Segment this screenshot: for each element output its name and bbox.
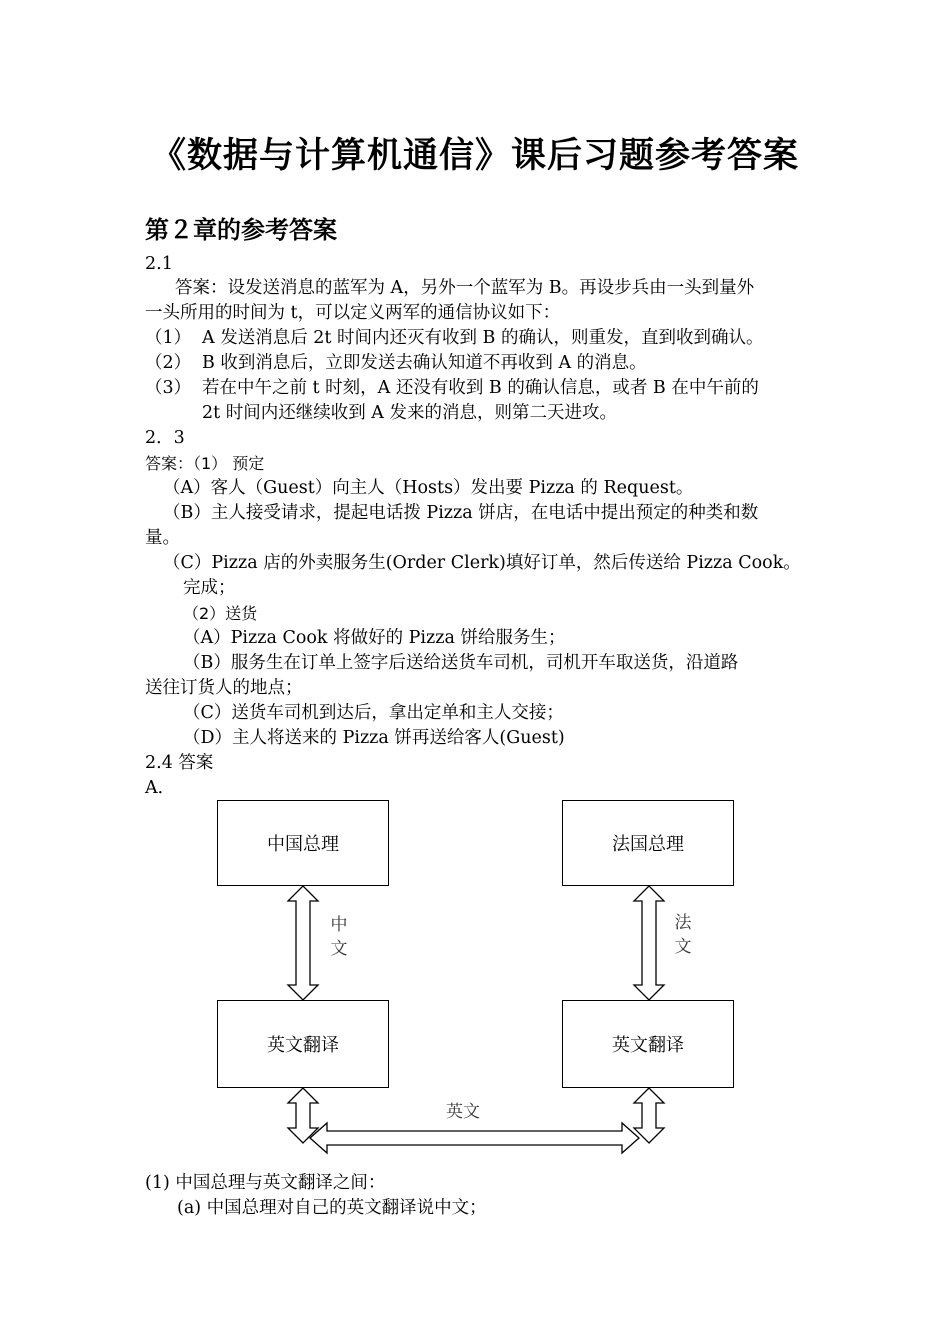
- label-chinese: 中文: [330, 915, 348, 959]
- arrow-french-link: [634, 886, 664, 1000]
- q23-step-c: （C）Pizza 店的外卖服务生(Order Clerk)填好订单，然后传送给 Pizza Cook。: [163, 553, 801, 573]
- q21-intro-line2: 一头所用的时间为 t，可以定义两军的通信协议如下：: [145, 303, 561, 323]
- q23-step-b-line2: 量。: [145, 528, 180, 548]
- label-english: 英文: [446, 1102, 480, 1122]
- q24-note-1a: (a) 中国总理对自己的英文翻译说中文；: [177, 1198, 487, 1218]
- q21-item-1-text: A 发送消息后 2t 时间内还灭有收到 B 的确认，则重发，直到收到确认。: [202, 328, 764, 348]
- question-number-2-3: 2．3: [145, 428, 185, 448]
- q21-item-2-text: B 收到消息后，立即发送去确认知道不再收到 A 的消息。: [202, 353, 647, 373]
- q23-step-a: （A）客人（Guest）向主人（Hosts）发出要 Pizza 的 Request。: [163, 478, 694, 498]
- q21-item-2-label: （2）: [145, 353, 192, 373]
- q24-sub-a: A．: [145, 778, 176, 798]
- q21-item-3-continuation: 2t 时间内还继续收到 A 发来的消息，则第二天进攻。: [202, 403, 617, 423]
- q24-note-1: (1) 中国总理与英文翻译之间：: [145, 1173, 386, 1193]
- q23-step-b-line1: （B）主人接受请求，提起电话拨 Pizza 饼店，在电话中提出预定的种类和数: [163, 503, 759, 523]
- q21-item-3-text: 若在中午之前 t 时刻，A 还没有收到 B 的确认信息，或者 B 在中午前的: [202, 378, 759, 398]
- q23-part2-b-line2: 送往订货人的地点；: [145, 678, 303, 698]
- label-french: 法文: [674, 913, 692, 957]
- chapter-heading: 第２章的参考答案: [145, 215, 337, 244]
- question-number-2-4: 2.4 答案: [145, 753, 214, 773]
- q21-intro-line1: 答案：设发送消息的蓝军为 A，另外一个蓝军为 B。再设步兵由一头到量外: [175, 278, 755, 298]
- box-chinese-premier: 中国总理: [217, 800, 389, 886]
- box-english-translator-left: 英文翻译: [217, 1000, 389, 1088]
- q23-done: 完成；: [183, 578, 236, 598]
- q21-item-1-label: （1）: [145, 328, 192, 348]
- q23-part2-c: （C）送货车司机到达后，拿出定单和主人交接；: [183, 703, 564, 723]
- page-title: 《数据与计算机通信》课后习题参考答案: [150, 135, 799, 176]
- q23-answer-label: 答案：（1） 预定: [145, 454, 265, 473]
- q23-part2-b-line1: （B）服务生在订单上签字后送给送货车司机，司机开车取送货，沿道路: [183, 653, 739, 673]
- question-number-2-1: 2.1: [145, 254, 173, 274]
- q23-part2-d: （D）主人将送来的 Pizza 饼再送给客人(Guest): [183, 728, 565, 748]
- q23-part2-heading: （2）送货: [183, 604, 258, 623]
- q21-item-3-label: （3）: [145, 378, 192, 398]
- box-english-translator-right: 英文翻译: [562, 1000, 734, 1088]
- arrow-english-link: [310, 1123, 639, 1153]
- arrow-chinese-link: [288, 886, 318, 1000]
- box-french-premier: 法国总理: [562, 800, 734, 886]
- arrow-right-stub: [634, 1088, 664, 1143]
- q23-part2-a: （A）Pizza Cook 将做好的 Pizza 饼给服务生；: [183, 628, 566, 648]
